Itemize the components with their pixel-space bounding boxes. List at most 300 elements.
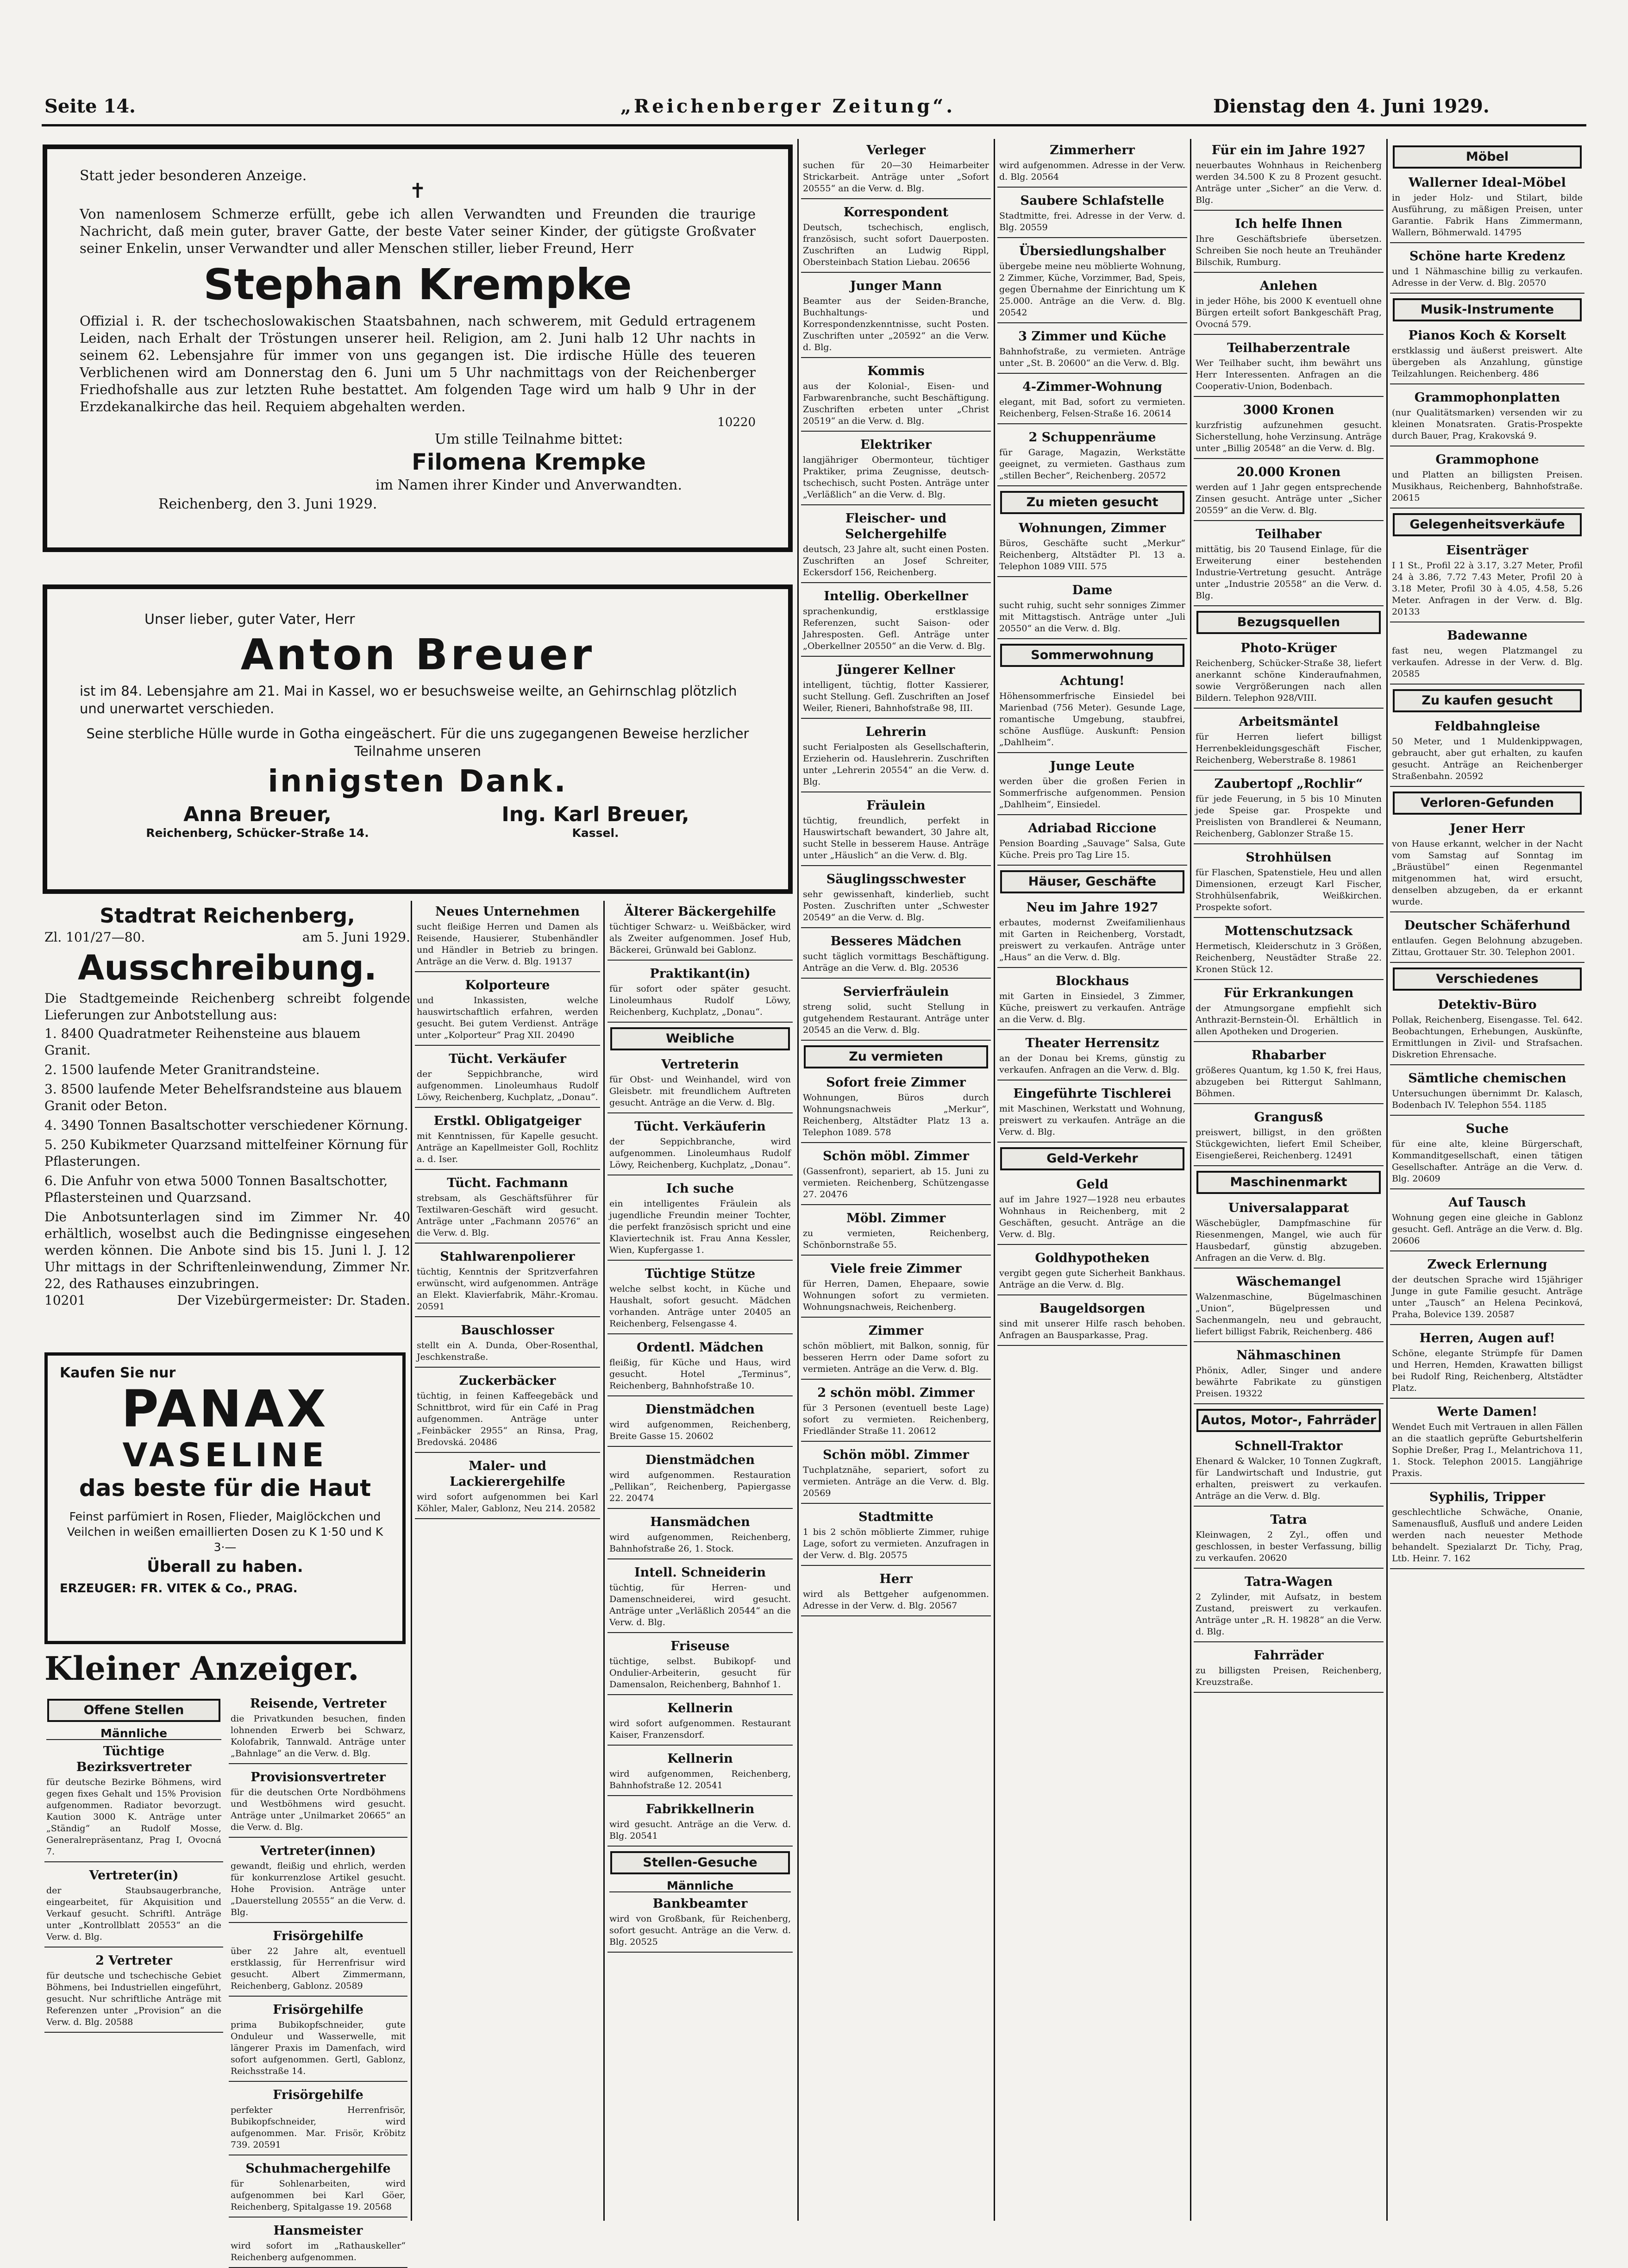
classified-ad bbox=[801, 1074, 991, 1143]
ad-body: Wäschebügler, Dampfmaschine für Riesenmengen, Mangel, wie auch für Hausbedarf, günstig abzugeben. Anfragen an die Verw. d. Blg. bbox=[1196, 1218, 1382, 1263]
ad-body: für deutsche Bezirke Böhmens, wird gegen fixes Gehalt und 15% Provision aufgenommen. Radiator bevorzugt. Kaution 3000 K. Anträge unter „Ständig“ an Rudolf Mosse, Generalrepräsentanz, Prag I, Ovocná 7. bbox=[46, 1777, 221, 1857]
ad-body: I 1 St., Profil 22 à 3.17, 3.27 Meter, Profil 24 à 3.86, 7.72 7.43 Meter, Profil 20 à 3.18 Meter, Profil 30 à 4.05, 4.58, 5.26 Meter. Anfragen in der Verw. d. Blg. 20133 bbox=[1392, 560, 1583, 617]
ad-body: wird aufgenommen. Restauration „Pellikan“, Reichenberg, Papiergasse 22. 20474 bbox=[609, 1470, 791, 1503]
ad-heading: 3 Zimmer und Küche bbox=[1018, 329, 1166, 344]
ad-heading: Dienstmädchen bbox=[645, 1453, 755, 1467]
ad-body: wird sofort aufgenommen. Restaurant Kaiser, Franzensdorf. bbox=[609, 1718, 791, 1740]
deceased-name: Stephan Krempke bbox=[203, 260, 632, 309]
ad-body: suchen für 20—30 Heimarbeiter Strickarbeit. Anträge unter „Sofort 20555“ an die Verw. d. Blg. bbox=[803, 160, 989, 194]
ad-body: gewandt, fleißig und ehrlich, werden für konkurrenzlose Artikel gesucht. Hohe Provision. Anträge unter „Dauerstellung 20555“ an die Verw. d. Blg. bbox=[231, 1861, 406, 1917]
ad-body: in jeder Holz- und Stilart, bilde Ausführung, zu mäßigen Preisen, unter Garantie. Fabrik Hans Zimmermann, Wallern, Böhmerwald. 14795 bbox=[1392, 193, 1583, 238]
ad-heading: Praktikant(in) bbox=[650, 967, 751, 981]
classified-ad bbox=[801, 661, 991, 719]
section-moebel: Möbel bbox=[1393, 145, 1582, 169]
section-sommerwohnung: Sommerwohnung bbox=[1000, 644, 1184, 667]
ad-heading: Werte Damen! bbox=[1437, 1405, 1538, 1419]
classified-ad bbox=[1194, 985, 1384, 1042]
classified-ad bbox=[1390, 248, 1584, 294]
tender-item: 5. 250 Kubikmeter Quarzsand mittelfeiner Körnung für Pflasterungen. bbox=[44, 1137, 408, 1169]
ad-heading: Provisionsvertreter bbox=[250, 1770, 386, 1784]
classifieds-title: Kleiner Anzeiger. bbox=[44, 1649, 359, 1688]
column-rule bbox=[994, 139, 995, 2221]
panax-brand: PANAX bbox=[121, 1379, 329, 1439]
ad-heading: Theater Herrensitz bbox=[1025, 1036, 1159, 1050]
ad-heading: Bauschlosser bbox=[461, 1323, 554, 1338]
classified-ad bbox=[1194, 1273, 1384, 1342]
classified-ad bbox=[801, 1446, 991, 1504]
classified-ad bbox=[607, 1638, 793, 1695]
ad-body: welche selbst kocht, in Küche und Haushalt, sofort gesucht. Mädchen vorhanden. Anträge unter 20405 an Reichenberg, Felsengasse 4. bbox=[609, 1284, 791, 1329]
ad-body: streng solid, sucht Stellung in gutgehendem Restaurant. Anträge unter 20545 an die Verw. d. Blg. bbox=[803, 1002, 989, 1035]
classified-ad bbox=[1390, 1256, 1584, 1325]
tender-title: Ausschreibung. bbox=[77, 948, 377, 988]
ad-body: größeres Quantum, kg 1.50 K, frei Haus, abzugeben bei Rittergut Sahlmann, Böhmen. bbox=[1196, 1065, 1382, 1099]
ad-heading: 2 schön möbl. Zimmer bbox=[817, 1386, 975, 1400]
ad-heading: Säuglingsschwester bbox=[826, 872, 966, 886]
classified-ad bbox=[1194, 640, 1384, 709]
classified-ad bbox=[229, 2086, 407, 2155]
column-rule bbox=[1190, 139, 1191, 2221]
ad-heading: Vertreter(innen) bbox=[260, 1844, 376, 1858]
classified-ad bbox=[415, 1175, 600, 1244]
ad-heading: Stahlwarenpolierer bbox=[440, 1250, 575, 1264]
ad-heading: Fleischer- und Selchergehilfe bbox=[845, 511, 947, 541]
ad-body: für die deutschen Orte Nordböhmens und Westböhmens wird gesucht. Anträge unter „Unilmarket 20665“ an die Verw. d. Blg. bbox=[231, 1787, 406, 1832]
ad-body: und Platten an billigsten Preisen. Musikhaus, Reichenberg, Bahnhofstraße. 20615 bbox=[1392, 470, 1583, 503]
ad-heading: Tüchtige Stütze bbox=[645, 1267, 756, 1281]
classified-ad bbox=[607, 903, 793, 961]
classified-ad bbox=[801, 436, 991, 505]
classified-ad bbox=[801, 983, 991, 1041]
ad-heading: Photo-Krüger bbox=[1240, 641, 1337, 655]
classified-ad bbox=[1194, 1438, 1384, 1507]
ad-body: Büros, Geschäfte sucht „Merkur“ Reichenberg, Altstädter Pl. 13 a. Telephon 1089 VIII. 575 bbox=[999, 538, 1185, 572]
classified-ad bbox=[1390, 627, 1584, 685]
ad-body: die Privatkunden besuchen, finden lohnenden Erwerb bei Schwarz, Kolofabrik, Tannwald. Anträge unter „Bahnlage“ an die Verw. d. Blg. bbox=[231, 1714, 406, 1759]
classified-ad bbox=[44, 1867, 223, 1948]
classified-ad bbox=[229, 2222, 407, 2268]
ad-heading: Detektiv-Büro bbox=[1438, 998, 1537, 1012]
ad-heading: Ordentl. Mädchen bbox=[636, 1340, 764, 1355]
classified-ad bbox=[1390, 1489, 1584, 1569]
panax-product: VASELINE bbox=[122, 1436, 328, 1474]
ad-body: wird aufgenommen. Adresse in der Verw. d. Blg. 20564 bbox=[999, 160, 1185, 182]
ad-body: wird aufgenommen, Reichenberg, Breite Gasse 15. 20602 bbox=[609, 1420, 791, 1441]
classified-ad bbox=[415, 903, 600, 972]
ad-body: Hermetisch, Kleiderschutz in 3 Größen, Reichenberg, Neustädter Straße 22. Kronen Stück 12. bbox=[1196, 941, 1382, 974]
ad-body: (nur Qualitätsmarken) versenden wir zu kleinen Monatsraten. Gratis-Prospekte durch Bauer, Prag, Krakovská 9. bbox=[1392, 408, 1583, 441]
tender-item: 2. 1500 laufende Meter Granitrandsteine. bbox=[44, 1062, 320, 1077]
classified-ad bbox=[607, 1750, 793, 1796]
section-stellen-gesuche: Stellen-Gesuche bbox=[610, 1851, 790, 1874]
ad-body: fleißig, für Küche und Haus, wird gesucht. Hotel „Terminus“, Reichenberg, Bahnhofstraße 10. bbox=[609, 1357, 791, 1391]
classified-ad bbox=[1194, 1347, 1384, 1404]
ad-heading: Ich suche bbox=[666, 1181, 734, 1196]
classified-ad bbox=[1194, 277, 1384, 335]
ad-body: Wer Teilhaber sucht, ihm bewährt uns Herr Interessenten. Anfragen an die Cooperativ-Union, Bodenbach. bbox=[1196, 358, 1382, 391]
panax-kaufen: Kaufen Sie nur bbox=[60, 1365, 176, 1381]
panax-text: Feinst parfümiert in Rosen, Flieder, Maiglöckchen und Veilchen in weißen emaillierten Dosen zu K 1·50 und K 3·— bbox=[67, 1510, 383, 1554]
classified-ad bbox=[801, 277, 991, 358]
ad-body: sprachenkundig, erstklassige Referenzen, sucht Saison- oder Jahresposten. Gefl. Anträge unter „Oberkellner 20550“ an die Verw. d. Blg. bbox=[803, 606, 989, 651]
ad-body: Bahnhofstraße, zu vermieten. Anträge unter „St. B. 20600“ an die Verw. d. Blg. bbox=[999, 346, 1185, 368]
ad-body: tüchtig, Kenntnis der Spritzverfahren erwünscht, wird aufgenommen. Anträge an Elekt. Klavierfabrik, Mähr.-Kromau. 20591 bbox=[417, 1267, 598, 1312]
ad-heading: Fahrräder bbox=[1253, 1648, 1324, 1663]
section-zu-mieten-gesucht: Zu mieten gesucht bbox=[1000, 491, 1184, 514]
ad-heading: Pianos Koch & Korselt bbox=[1408, 328, 1566, 343]
column-5 bbox=[997, 142, 1187, 2221]
ad-body: tüchtig, freundlich, perfekt in Hauswirtschaft bewandert, 30 Jahre alt, sucht Stelle in besserem Hause. Anträge unter „Häuslich“ an die Verw. d. Blg. bbox=[803, 816, 989, 861]
classified-ad bbox=[607, 1118, 793, 1175]
ad-heading: Saubere Schlafstelle bbox=[1020, 194, 1165, 208]
classified-ad bbox=[801, 363, 991, 432]
ad-body: preiswert, billigst, in den größten Stückgewichten, liefert Emil Scheiber, Eisengießerei, Reichenberg. 12491 bbox=[1196, 1127, 1382, 1161]
ad-body: und 1 Nähmaschine billig zu verkaufen. Adresse in der Verw. d. Blg. 20570 bbox=[1392, 266, 1583, 288]
obituary2-name: Anton Breuer bbox=[240, 630, 595, 679]
ad-body: mit Garten in Einsiedel, 3 Zimmer, Küche, preiswert zu verkaufen. Anträge an die Verw. d. Blg. bbox=[999, 991, 1185, 1024]
ad-body: Höhensommerfrische Einsiedel bei Marienbad (756 Meter). Gesunde Lage, romantische Umgebung, staubfrei, schöne Ausflüge. Auskunft: Pension „Dahlheim“. bbox=[999, 691, 1185, 748]
obituary2-text2: Seine sterbliche Hülle wurde in Gotha eingeäschert. Für die uns zugegangenen Beweise herzlicher Teilnahme unseren bbox=[86, 726, 749, 759]
column-3 bbox=[607, 903, 793, 2218]
classified-ad bbox=[801, 142, 991, 199]
classified-ad bbox=[997, 1085, 1187, 1143]
page-number: Seite 14. bbox=[44, 95, 136, 117]
classified-ad bbox=[801, 1210, 991, 1256]
obituary-notice: Statt jeder besonderen Anzeige. bbox=[80, 168, 307, 184]
classified-ad bbox=[607, 1401, 793, 1447]
ad-heading: Baugeldsorgen bbox=[1039, 1301, 1146, 1316]
ad-body: sucht ruhig, sucht sehr sonniges Zimmer mit Mittagstisch. Anträge unter „Juli 20550“ an die Verw. d. Blg. bbox=[999, 600, 1185, 634]
classified-ad bbox=[1194, 923, 1384, 980]
ad-body: für sofort oder später gesucht. Linoleumhaus Rudolf Löwy, Reichenberg, Kuchplatz, „Donau“. bbox=[609, 984, 791, 1017]
obituary-body: Offizial i. R. der tschechoslowakischen Staatsbahnen, nach schwerem, mit Geduld ertragenem Leiden, nach Erhalt der Tröstungen unserer heil. Religion, am 2. Juni halb 12 Uhr nachts in seinem 62. Lebensjahre für immer von uns gegangen ist. Die irdische Hülle des teueren Verblichenen wird am Donnerstag den 6. Juni um 5 Uhr nachmittags von der Reichenberger Friedhofshalle aus zur letzten Ruhe bestattet. Am folgenden Tage wird um halb 9 Uhr in der Erzdekanalkirche das heil. Requiem abgehalten werden. bbox=[80, 313, 756, 415]
ad-heading: Eingeführte Tischlerei bbox=[1013, 1087, 1171, 1101]
classified-ad bbox=[997, 758, 1187, 815]
ad-body: für Flaschen, Spatenstiele, Heu und allen Dimensionen, erzeugt Karl Fischer, Strohhülsenfabrik, Weißkirchen. Prospekte sofort. bbox=[1196, 867, 1382, 912]
classified-ad bbox=[415, 1248, 600, 1317]
ad-heading: Suche bbox=[1465, 1122, 1509, 1136]
ad-body: für Sohlenarbeiten, wird aufgenommen bei Karl Göer, Reichenberg, Spitalgasse 19. 20568 bbox=[231, 2179, 406, 2212]
classified-ad bbox=[1194, 339, 1384, 397]
classified-ad bbox=[1194, 1647, 1384, 1693]
ad-heading: Dienstmädchen bbox=[645, 1402, 755, 1417]
obituary-place-date: Reichenberg, den 3. Juni 1929. bbox=[158, 496, 377, 512]
classified-ad bbox=[415, 977, 600, 1046]
classified-ad bbox=[1194, 142, 1384, 211]
obituary-text: Von namenlosem Schmerze erfüllt, gebe ich allen Verwandten und Freunden die traurige Nachricht, daß mein guter, braver Gatte, der beste Vater seiner Kinder, der gütigste Großvater seiner Enkelin, unser Verwandter und aller Menschen stiller, lieber Freund, Herr bbox=[80, 206, 756, 256]
classified-ad bbox=[997, 1250, 1187, 1295]
ad-body: wird aufgenommen, Reichenberg, Bahnhofstraße 12. 20541 bbox=[609, 1769, 791, 1791]
ad-body: für Garage, Magazin, Werkstätte geeignet, zu vermieten. Gasthaus zum „stillen Becher“, Reichenberg. 20572 bbox=[999, 447, 1185, 481]
ad-body: Phönix, Adler, Singer und andere bewährte Fabrikate zu günstigen Preisen. 19322 bbox=[1196, 1365, 1382, 1399]
ad-body: Wohnung gegen eine gleiche in Gablonz gesucht. Gefl. Anträge an die Verw. d. Blg. 20606 bbox=[1392, 1213, 1583, 1246]
ad-heading: Frisörgehilfe bbox=[273, 2088, 363, 2102]
section-zu-kaufen-gesucht: Zu kaufen gesucht bbox=[1393, 689, 1582, 712]
ad-body: entlaufen. Gegen Belohnung abzugeben. Zittau, Grottauer Str. 30. Telephon 2001. bbox=[1392, 936, 1583, 957]
ad-heading: Grammophone bbox=[1435, 452, 1539, 467]
ad-body: sucht Ferialposten als Gesellschafterin, Erzieherin od. Hauslehrerin. Zuschriften unter „Lehrerin 20554“ an die Verw. d. Blg. bbox=[803, 742, 989, 787]
ad-body: Schöne, elegante Strümpfe für Damen und Herren, Hemden, Krawatten billigst bei Rudolf Ring, Reichenberg, Altstädter Platz. bbox=[1392, 1348, 1583, 1393]
classified-ad bbox=[1390, 1330, 1584, 1399]
ad-heading: Fräulein bbox=[866, 798, 926, 813]
ad-heading: Verleger bbox=[866, 143, 926, 157]
ad-body: für Herren, Damen, Ehepaare, sowie Wohnungen sofort zu vermieten. Wohnungsnachweis, Reichenberg. bbox=[803, 1279, 989, 1312]
classified-ad bbox=[415, 1372, 600, 1453]
ad-heading: Bankbeamter bbox=[652, 1897, 748, 1911]
section-verschiedenes: Verschiedenes bbox=[1393, 968, 1582, 991]
tender-outro: Die Anbotsunterlagen sind im Zimmer Nr. 40 erhältlich, woselbst auch die Bedingnisse eingesehen werden können. Die Anbote sind bis 15. Juni l. J. 12 Uhr mittags in der Schriftenleinwendung, Zimmer Nr. 22, des Rathauses einzubringen. bbox=[44, 1209, 410, 1291]
ad-heading: Elektriker bbox=[860, 438, 932, 452]
ad-heading: Mottenschutzsack bbox=[1224, 924, 1353, 938]
ad-heading: Herren, Augen auf! bbox=[1419, 1331, 1555, 1345]
classified-ad bbox=[1390, 542, 1584, 622]
ad-body: wird sofort aufgenommen bei Karl Köhler, Maler, Gablonz, Neu 214. 20582 bbox=[417, 1492, 598, 1514]
ad-body: 50 Meter, und 1 Muldenkippwagen, gebraucht, aber gut erhalten, zu kaufen gesucht. Anträge an Reichenberger Straßenbahn. 20592 bbox=[1392, 736, 1583, 781]
classified-ad bbox=[801, 723, 991, 792]
classified-ad bbox=[1194, 713, 1384, 771]
column-4 bbox=[801, 142, 991, 2221]
tender-item: 1. 8400 Quadratmeter Reihensteine aus blauem Granit. bbox=[44, 1026, 361, 1058]
classified-ad bbox=[1194, 464, 1384, 521]
ad-heading: 4-Zimmer-Wohnung bbox=[1022, 380, 1162, 394]
ad-heading: Sofort freie Zimmer bbox=[826, 1075, 966, 1090]
ad-heading: Erstkl. Obligatgeiger bbox=[433, 1114, 582, 1128]
ad-heading: Deutscher Schäferhund bbox=[1404, 918, 1571, 933]
obituary-signer: Filomena Krempke bbox=[412, 449, 646, 475]
ad-body: tüchtig, in feinen Kaffeegebäck und Schnittbrot, wird für ein Café in Prag aufgenommen. Anträge unter „Feinbäcker 2955“ an Rinsa, Prag, Bredovská. 20486 bbox=[417, 1391, 598, 1447]
ad-heading: Dame bbox=[1072, 583, 1113, 597]
classified-ad bbox=[801, 1508, 991, 1566]
ad-heading: Wäschemangel bbox=[1236, 1275, 1341, 1289]
classified-ad bbox=[997, 520, 1187, 577]
ad-body: strebsam, als Geschäftsführer für Textilwaren-Geschäft wird gesucht. Anträge unter „Fachmann 20576“ an die Verw. d. Blg. bbox=[417, 1193, 598, 1238]
ad-heading: Intell. Schneiderin bbox=[634, 1565, 766, 1580]
obituary-signer-note: im Namen ihrer Kinder und Anverwandten. bbox=[376, 477, 682, 493]
column-7 bbox=[1390, 142, 1584, 2221]
obituary2-signer2-place: Kassel. bbox=[572, 826, 619, 840]
ad-body: schön möbliert, mit Balkon, sonnig, für besseren Herrn oder Dame sofort zu vermieten. Anträge an die Verw. d. Blg. bbox=[803, 1341, 989, 1374]
ad-body: ein intelligentes Fräulein als jugendliche Freundin meiner Tochter, die perfekt französisch spricht und eine Klaviertechnik ist. Frau Anna Kessler, Wien, Kupfergasse 1. bbox=[609, 1199, 791, 1255]
section-maschinenmarkt: Maschinenmarkt bbox=[1196, 1171, 1381, 1194]
ad-heading: Junger Mann bbox=[850, 279, 942, 293]
classified-ad bbox=[607, 1801, 793, 1847]
classified-ad bbox=[801, 1571, 991, 1616]
ad-heading: Rhabarber bbox=[1251, 1048, 1326, 1062]
ad-heading: Schön möbl. Zimmer bbox=[823, 1149, 969, 1163]
panax-availability: Überall zu haben. bbox=[147, 1558, 303, 1576]
classified-ad bbox=[1390, 820, 1584, 912]
section-weibliche: Weibliche bbox=[610, 1027, 790, 1050]
classified-ad bbox=[801, 871, 991, 928]
ad-heading: Neu im Jahre 1927 bbox=[1026, 900, 1158, 915]
classified-ad bbox=[607, 1056, 793, 1113]
ad-body: für 3 Personen (eventuell beste Lage) sofort zu vermieten. Reichenberg, Friedländer Straße 11. 20612 bbox=[803, 1403, 989, 1436]
ad-body: wird als Bettgeher aufgenommen. Adresse in der Verw. d. Blg. 20567 bbox=[803, 1589, 989, 1611]
ad-body: wird sofort im „Rathauskeller“ Reichenberg aufgenommen. bbox=[231, 2241, 406, 2262]
column-2 bbox=[415, 903, 600, 2218]
ad-body: wird gesucht. Anträge an die Verw. d. Blg. 20541 bbox=[609, 1819, 791, 1841]
ad-heading: Schöne harte Kredenz bbox=[1409, 249, 1565, 264]
tender-date: am 5. Juni 1929. bbox=[302, 930, 410, 945]
ad-heading: Neues Unternehmen bbox=[435, 905, 580, 919]
ad-heading: Schuhmachergehilfe bbox=[245, 2161, 391, 2176]
ad-body: Deutsch, tschechisch, englisch, französisch, sucht sofort Dauerposten. Zuschriften an Ludwig Rippl, Obersteinbach Station Liebau. 20656 bbox=[803, 222, 989, 267]
ad-heading: Teilhaberzentrale bbox=[1227, 341, 1350, 355]
ad-heading: Reisende, Vertreter bbox=[250, 1696, 387, 1711]
classified-ad bbox=[997, 192, 1187, 238]
ad-body: zu billigsten Preisen, Reichenberg, Kreuzstraße. bbox=[1196, 1665, 1382, 1687]
ad-body: tüchtige, selbst. Bubikopf- und Ondulier-Arbeiterin, gesucht für Damensalon, Reichenberg, Bahnhof 1. bbox=[609, 1656, 791, 1690]
ad-body: Stadtmitte, frei. Adresse in der Verw. d. Blg. 20559 bbox=[999, 211, 1185, 232]
ad-body: Pension Boarding „Sauvage“ Salsa, Gute Küche. Preis pro Tag Lire 15. bbox=[999, 838, 1185, 860]
ad-heading: Hansmeister bbox=[273, 2224, 363, 2238]
column-2b bbox=[229, 1695, 407, 2262]
ad-body: für eine alte, kleine Bürgerschaft, Kommanditgesellschaft, einen tätigen Gesellschafter. Anträge an die Verw. d. Blg. 20609 bbox=[1392, 1139, 1583, 1184]
classified-ad bbox=[415, 1458, 600, 1519]
ad-heading: 2 Schuppenräume bbox=[1028, 430, 1156, 445]
classified-ad bbox=[997, 1176, 1187, 1245]
ad-heading: Schön möbl. Zimmer bbox=[823, 1448, 969, 1462]
classified-ad bbox=[607, 1564, 793, 1633]
ad-heading: Zimmerherr bbox=[1050, 143, 1135, 157]
classified-ad bbox=[997, 429, 1187, 486]
section-offene-stellen: Offene Stellen bbox=[47, 1699, 220, 1722]
ad-heading: Auf Tausch bbox=[1448, 1195, 1526, 1210]
tender-ref: Zl. 101/27—80. bbox=[44, 930, 145, 945]
ad-body: langjähriger Obermonteur, tüchtiger Praktiker, prima Zeugnisse, deutsch-tschechisch, sucht Posten. Anträge unter „Verläßlich“ an die Verw. d. Blg. bbox=[803, 455, 989, 500]
classified-ad bbox=[801, 204, 991, 273]
tender-item: 6. Die Anfuhr von etwa 5000 Tonnen Basaltschotter, Pflastersteinen und Quarzsand. bbox=[44, 1173, 388, 1205]
classified-ad bbox=[801, 1384, 991, 1442]
tender-item: 4. 3490 Tonnen Basaltschotter verschiedener Körnung. bbox=[44, 1118, 408, 1133]
ad-heading: Junge Leute bbox=[1050, 759, 1135, 773]
ad-heading: 2 Vertreter bbox=[95, 1954, 172, 1968]
ad-body: wird aufgenommen, Reichenberg, Bahnhofstraße 26, 1. Stock. bbox=[609, 1532, 791, 1554]
ad-heading: Tücht. Verkäuferin bbox=[634, 1119, 766, 1134]
ad-body: werden über die großen Ferien in Sommerfrische aufgenommen. Pension „Dahlheim“, Einsiedel. bbox=[999, 776, 1185, 810]
ad-body: der Atmungsorgane empfiehlt sich Anthrazit-Bernstein-Öl. Erhältlich in allen Apotheken und Drogerien. bbox=[1196, 1003, 1382, 1037]
ad-heading: Älterer Bäckergehilfe bbox=[624, 905, 776, 919]
classified-ad bbox=[997, 1035, 1187, 1081]
obituary-request: Um stille Teilnahme bittet: bbox=[434, 431, 623, 447]
ad-body: elegant, mit Bad, sofort zu vermieten. Reichenberg, Felsen-Straße 16. 20614 bbox=[999, 397, 1185, 419]
classified-ad bbox=[1194, 1200, 1384, 1269]
ad-heading: Frisörgehilfe bbox=[273, 2003, 363, 2017]
classified-ad bbox=[44, 1952, 223, 2033]
section-autos: Autos, Motor-, Fahrräder bbox=[1196, 1409, 1381, 1432]
classified-ad bbox=[1390, 174, 1584, 243]
ad-heading: Für Erkrankungen bbox=[1223, 986, 1354, 1000]
section-gelegenheitsverkaeufe: Gelegenheitsverkäufe bbox=[1393, 513, 1582, 536]
classified-ad bbox=[44, 1743, 223, 1862]
ad-heading: Blockhaus bbox=[1055, 974, 1129, 988]
ad-body: Beamter aus der Seiden-Branche, Buchhaltungs- und Korrespondenzkenntnisse, sucht Posten. Zuschriften unter „20592“ an die Verw. d. Blg. bbox=[803, 296, 989, 352]
ad-heading: Zuckerbäcker bbox=[459, 1374, 556, 1388]
ad-heading: Viele freie Zimmer bbox=[830, 1262, 962, 1276]
column-rule bbox=[603, 901, 605, 2221]
ad-heading: Wallerner Ideal-Möbel bbox=[1409, 176, 1566, 190]
ad-body: aus der Kolonial-, Eisen- und Farbwarenbranche, sucht Beschäftigung. Zuschriften erbeten unter „Christ 20519“ an die Verw. d. Blg. bbox=[803, 381, 989, 426]
ad-body: sind mit unserer Hilfe rasch behoben. Anfragen an Bausparkasse, Prag. bbox=[999, 1319, 1185, 1340]
classified-ad bbox=[1390, 451, 1584, 509]
ad-body: Reichenberg, Schücker-Straße 38, liefert anerkannt schöne Kinderaufnahmen, sowie Vergrößerungen nach allen Bildern. Telephon 928/VIII. bbox=[1196, 658, 1382, 703]
ad-body: für deutsche und tschechische Gebiet Böhmens, bei Industriellen eingeführt, gesucht. Nur schriftliche Anträge mit Referenzen unter „Provision“ an die Verw. d. Blg. 20588 bbox=[46, 1971, 221, 2027]
ad-body: auf im Jahre 1927—1928 neu erbautes Wohnhaus in Reichenberg, mit 2 Geschäften, gesucht. Anträge an die Verw. d. Blg. bbox=[999, 1194, 1185, 1239]
ad-body: tüchtig, für Herren- und Damenschneiderei, wird gesucht. Anträge unter „Verläßlich 20544“ an die Verw. d. Blg. bbox=[609, 1583, 791, 1627]
ad-body: und Inkassisten, welche hauswirtschaftlich erfahren, werden gesucht. Bei gutem Verdienst. Anträge unter „Kolporteur“ Prag XII. 20490 bbox=[417, 995, 598, 1040]
ad-body: (Gassenfront), separiert, ab 15. Juni zu vermieten. Reichenberg, Schützengasse 27. 20476 bbox=[803, 1166, 989, 1200]
ad-body: der Seppichbranche, wird aufgenommen. Linoleumhaus Rudolf Löwy, Reichenberg, Kuchplatz, „Donau“. bbox=[417, 1069, 598, 1102]
column-rule bbox=[1386, 139, 1388, 2221]
tender-notice bbox=[44, 903, 410, 1348]
newspaper-title: „Reichenberger Zeitung“. bbox=[620, 95, 956, 117]
classified-ad bbox=[1194, 1573, 1384, 1642]
column-rule bbox=[411, 901, 412, 2221]
tender-code: 10201 bbox=[44, 1293, 86, 1308]
classified-ad bbox=[229, 1842, 407, 1923]
tender-signer: Der Vizebürgermeister: Dr. Staden. bbox=[177, 1293, 410, 1308]
classified-ad bbox=[229, 1769, 407, 1838]
ad-heading: Universalapparat bbox=[1228, 1201, 1349, 1215]
ad-body: Wendet Euch mit Vertrauen in allen Fällen an die staatlich geprüfte Geburtshelferin Sophie Dreßer, Prag I., Melantrichova 11, 1. Stock. Telephon 20015. Langjährige Praxis. bbox=[1392, 1422, 1583, 1478]
ad-body: der Staubsaugerbranche, eingearbeitet, für Akquisition und Verkauf gesucht. Schriftl. Anträge unter „Kontrollblatt 20553“ an die Verw. d. Blg. bbox=[46, 1885, 221, 1942]
ad-body: zu vermieten, Reichenberg, Schönbornstraße 55. bbox=[803, 1228, 989, 1250]
classified-ad bbox=[997, 973, 1187, 1030]
tender-office: Stadtrat Reichenberg, bbox=[100, 904, 355, 928]
classified-ad bbox=[997, 820, 1187, 866]
ad-body: in jeder Höhe, bis 2000 K eventuell ohne Bürgen erteilt sofort Bankgeschäft Prag, Ovocná 579. bbox=[1196, 296, 1382, 329]
ad-heading: Geld bbox=[1076, 1177, 1108, 1192]
classified-ad bbox=[1390, 327, 1584, 384]
ad-heading: Eisenträger bbox=[1446, 543, 1528, 558]
ad-body: mittätig, bis 20 Tausend Einlage, für die Erweiterung einer bestehenden Industrie-Vertretung gesucht. Anträge unter „Industrie 20558“ an die Verw. d. Blg. bbox=[1196, 544, 1382, 601]
section-geld-verkehr: Geld-Verkehr bbox=[1000, 1147, 1184, 1170]
ad-heading: Servierfräulein bbox=[843, 985, 949, 999]
classified-ad bbox=[229, 1928, 407, 1997]
ad-heading: Frisörgehilfe bbox=[273, 1929, 363, 1943]
ad-heading: Zaubertopf „Rochlir“ bbox=[1214, 777, 1363, 791]
classified-ad bbox=[1194, 1109, 1384, 1166]
classified-ad bbox=[997, 328, 1187, 374]
ad-heading: Übersiedlungshalber bbox=[1019, 244, 1166, 258]
classified-ad bbox=[1390, 996, 1584, 1065]
ad-body: über 22 Jahre alt, eventuell erstklassig, für Herrenfrisur wird gesucht. Albert Zimmermann, Reichenberg, Gablonz. 20589 bbox=[231, 1946, 406, 1991]
classified-ad bbox=[1390, 917, 1584, 963]
ad-heading: Schnell-Traktor bbox=[1234, 1439, 1343, 1453]
ad-heading: Badewanne bbox=[1447, 628, 1528, 643]
ad-heading: Adriabad Riccione bbox=[1028, 821, 1157, 836]
ad-heading: Feldbahngleise bbox=[1434, 719, 1540, 734]
classified-ad bbox=[1194, 215, 1384, 273]
column-6 bbox=[1194, 142, 1384, 2221]
ad-body: 1 bis 2 schön möblierte Zimmer, ruhige Lage, sofort zu vermieten. Anzufragen in der Verw. d. Blg. 20575 bbox=[803, 1527, 989, 1560]
obituary2-thanks: innigsten Dank. bbox=[268, 763, 568, 799]
ad-heading: Tatra bbox=[1270, 1513, 1307, 1527]
classified-ad bbox=[415, 1322, 600, 1368]
section-verloren-gefunden: Verloren-Gefunden bbox=[1393, 792, 1582, 815]
column-1 bbox=[44, 1695, 223, 2218]
ad-heading: Sämtliche chemischen bbox=[1408, 1071, 1566, 1086]
ad-body: tüchtiger Schwarz- u. Weißbäcker, wird als Zweiter aufgenommen. Josef Hub, Bäckerei, Grünwald bei Gablonz. bbox=[609, 922, 791, 955]
ad-heading: Vertreterin bbox=[661, 1057, 739, 1072]
classified-ad bbox=[801, 510, 991, 583]
ad-body: neuerbautes Wohnhaus in Reichenberg werden 34.500 K zu 8 Prozent gesucht. Anträge unter „Sicher“ an die Verw. d. Blg. bbox=[1196, 160, 1382, 205]
ad-body: intelligent, tüchtig, flotter Kassierer, sucht Stellung. Gefl. Zuschriften an Josef Weiler, Rieneri, Bahnhofstraße 98, III. bbox=[803, 680, 989, 713]
ad-heading: Wohnungen, Zimmer bbox=[1019, 521, 1166, 535]
ad-body: übergebe meine neu möblierte Wohnung, 2 Zimmer, Küche, Vorzimmer, Bad, Speis, gegen Übernahme der Einrichtung um K 25.000. Anträge an die Verw. d. Blg. 20542 bbox=[999, 261, 1185, 318]
ad-body: perfekter Herrenfrisör, Bubikopfschneider, wird aufgenommen. Mar. Frisör, Kröbitz 739. 20591 bbox=[231, 2105, 406, 2150]
ad-heading: Grangusß bbox=[1254, 1110, 1323, 1125]
